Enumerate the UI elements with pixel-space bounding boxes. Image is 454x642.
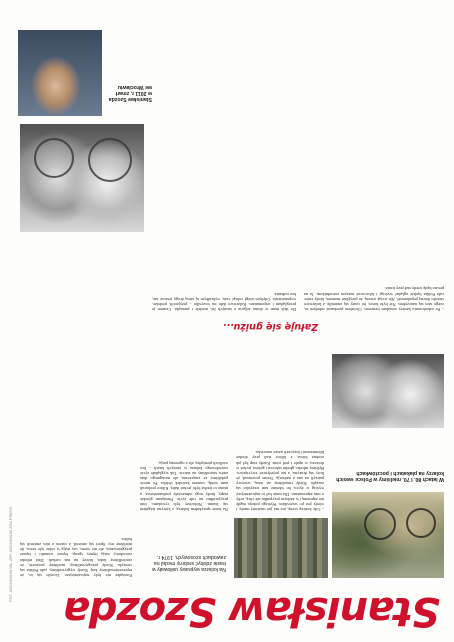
body-column: Do dziś mam w domu zdjęcia z tamtych lat, medale i pamiątki. Czasem je przeglądam i wspominam. Kolarstwo dało mi wszystko – przyjaciół, podróże, wspomnienia. Gdybym mógł cofnąć czas, wybrałbym tę samą drogę jeszcze raz, bez wahania. — [152, 291, 296, 312]
photo-credit: FOT. ARCHIWUM WŁ. AFF ARCHIWUM ZSA PRESS — [8, 506, 13, 602]
photo-caption: Na kolarza wyprawy usiłowały w trasie zdobyć srebrny medal na zawodach szosowych, 1974 r. — [151, 554, 226, 572]
photo-caption: W latach 80. I 70. mieliśmy w Polsce swoich kolarzy na plakatach i pocztówkach — [336, 470, 444, 482]
body-column: – Gdy kończę scenę, nie ma już ostatniej rundy, i wtedy jest po wszystkim. Wyścigu pokoju nigdy nie zapomnę i w żadnym przypadku nie chcę, żeby o nim zapomniano. Dla mnie był to najważniejszy wyścig w życiu, bo właśnie tam wszystko się zaczęło. Kiedy ruszaliśmy na trasę, wszyscy patrzyli na nas z nadzieją. Trener powtarzał, że liczy się drużyna, a nie pojedyncze zwycięstwo. Byliśmy młodzi, głodni sukcesu i gotowi jechać w deszczu, w upale i pod wiatr. Każdy etap był jak osobna bitwa, a kibice stali przy drodze kilometrami i krzyczeli nasze nazwiska. — [236, 450, 324, 512]
body-column: Na trasie spotykałem kolarzy, z którymi ścigałem się latami. Niektórzy byli rywalami, inni przyjaciółmi na całe życie. Pamiętam górskie etapy, kiedy nogi odmawiały posłuszeństwa, a mimo to trzeba było jechać dalej. Kibice podawali nam wodę, czasem kawałek chleba. Po mecie padaliśmy ze zmęczenia, ale następnego dnia znów stawaliśmy na starcie. Tak wyglądało życie zawodowego kolarza w tamtych latach – bez wielkich pieniędzy, ale z ogromną pasją. — [140, 460, 228, 512]
article-title: Stanisław Szozda — [63, 588, 440, 634]
podium-photo — [332, 354, 444, 428]
race-photo-crowd — [234, 518, 328, 578]
race-photo-cyclists — [332, 492, 444, 578]
portrait-photo — [18, 30, 102, 116]
photo-caption: Stanisław Szozda w 2011 r. zmarł we Wrocławiu — [108, 84, 152, 102]
cyclists-start-photo — [20, 124, 144, 232]
pull-quote: Żałuję się gniżu... — [222, 321, 318, 332]
body-column: Pieniądze nie były najważniejsze. Liczyło się to, że reprezentowaliśmy kraj. Kiedy wygrywaliśmy, cała Polska się cieszyła. Kiedy przegrywaliśmy, mieliśmy poczucie, że zawiedliśmy ludzi, którzy na nas czekali. Dziś młodzi zawodnicy mają lepszy sprzęt, lepsze warunki i lepsze przygotowanie, ale nie wiem, czy mają w sobie tyle serca, ile mieliśmy my. Sport się zmienił, a razem z nim zmienili się ludzie. — [20, 536, 132, 578]
body-column: – Po zakończeniu kariery zostałem trenerem. Chciałem przekazać młodym to, czego sam się nauczyłem. Nie było łatwo, bo czasy się zmieniły, a kolarstwo straciło dawną popularność. Ale wciąż wierzę, że przyjdzie moment, kiedy znów cała Polska będzie oglądać wyścigi i kibicować naszym zawodnikom. Ja na pewno będę wtedy stał przy trasie. — [304, 286, 444, 312]
